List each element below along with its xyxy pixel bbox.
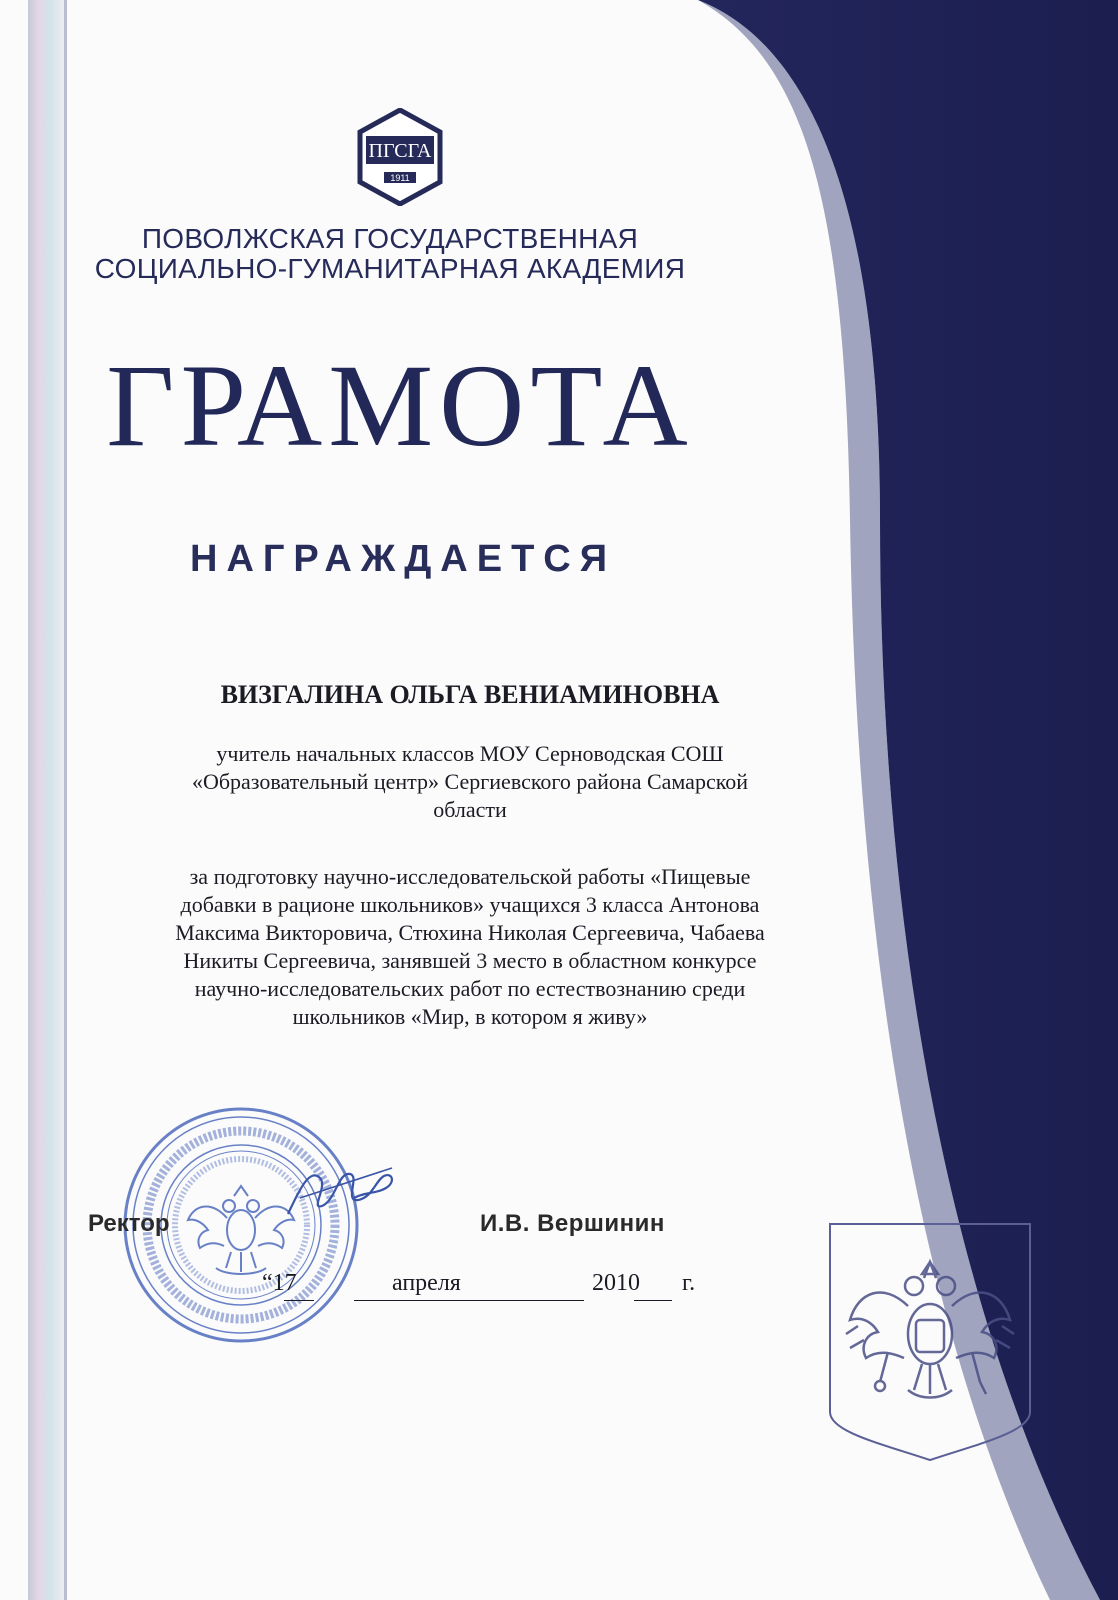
rector-name: И.В. Вершинин	[480, 1210, 665, 1237]
date-year-underline	[634, 1300, 672, 1301]
reason-line: Максима Викторовича, Стюхина Николая Сергеевича, Чабаева	[175, 920, 765, 945]
academy-logo	[354, 108, 446, 206]
academy-name	[90, 224, 690, 284]
date-month: апреля	[392, 1270, 461, 1296]
rector-title: Ректор	[88, 1210, 170, 1237]
coat-of-arms-emblem	[828, 1222, 1032, 1462]
position-line: «Образовательный центр» Сергиевского района Самарской	[191, 769, 749, 794]
date-month-underline	[354, 1300, 584, 1301]
reason-line: Никиты Сергеевича, занявшей 3 место в областном конкурсе	[183, 948, 757, 973]
date-year: 2010	[592, 1270, 640, 1296]
reason-line: школьников «Мир, в котором я живу»	[292, 1004, 648, 1029]
date-day: “17	[262, 1270, 297, 1296]
awardee-position	[110, 740, 830, 824]
awarded-label: НАГРАЖДАЕТСЯ	[190, 538, 617, 580]
logo-acronym: ПГСГА	[368, 140, 432, 162]
logo-year: 1911	[390, 173, 410, 183]
academy-line-2: СОЦИАЛЬНО-ГУМАНИТАРНАЯ АКАДЕМИЯ	[94, 253, 686, 284]
reason-line: научно-исследовательских работ по естествознанию среди	[194, 976, 746, 1001]
certificate-title: ГРАМОТА	[106, 340, 694, 471]
date-suffix: г.	[682, 1270, 696, 1296]
position-line: учитель начальных классов МОУ Серноводская СОШ	[216, 741, 724, 766]
reason-line: за подготовку научно-исследовательской работы «Пищевые	[189, 864, 751, 889]
position-line: области	[433, 797, 507, 822]
award-reason	[100, 863, 840, 1031]
reason-line: добавки в рационе школьников» учащихся 3 класса Антонова	[180, 892, 760, 917]
awardee-name: ВИЗГАЛИНА ОЛЬГА ВЕНИАМИНОВНА	[220, 680, 720, 709]
academy-line-1: ПОВОЛЖСКАЯ ГОСУДАРСТВЕННАЯ	[141, 223, 639, 254]
rector-signature	[280, 1158, 400, 1228]
date-day-underline	[284, 1300, 314, 1301]
